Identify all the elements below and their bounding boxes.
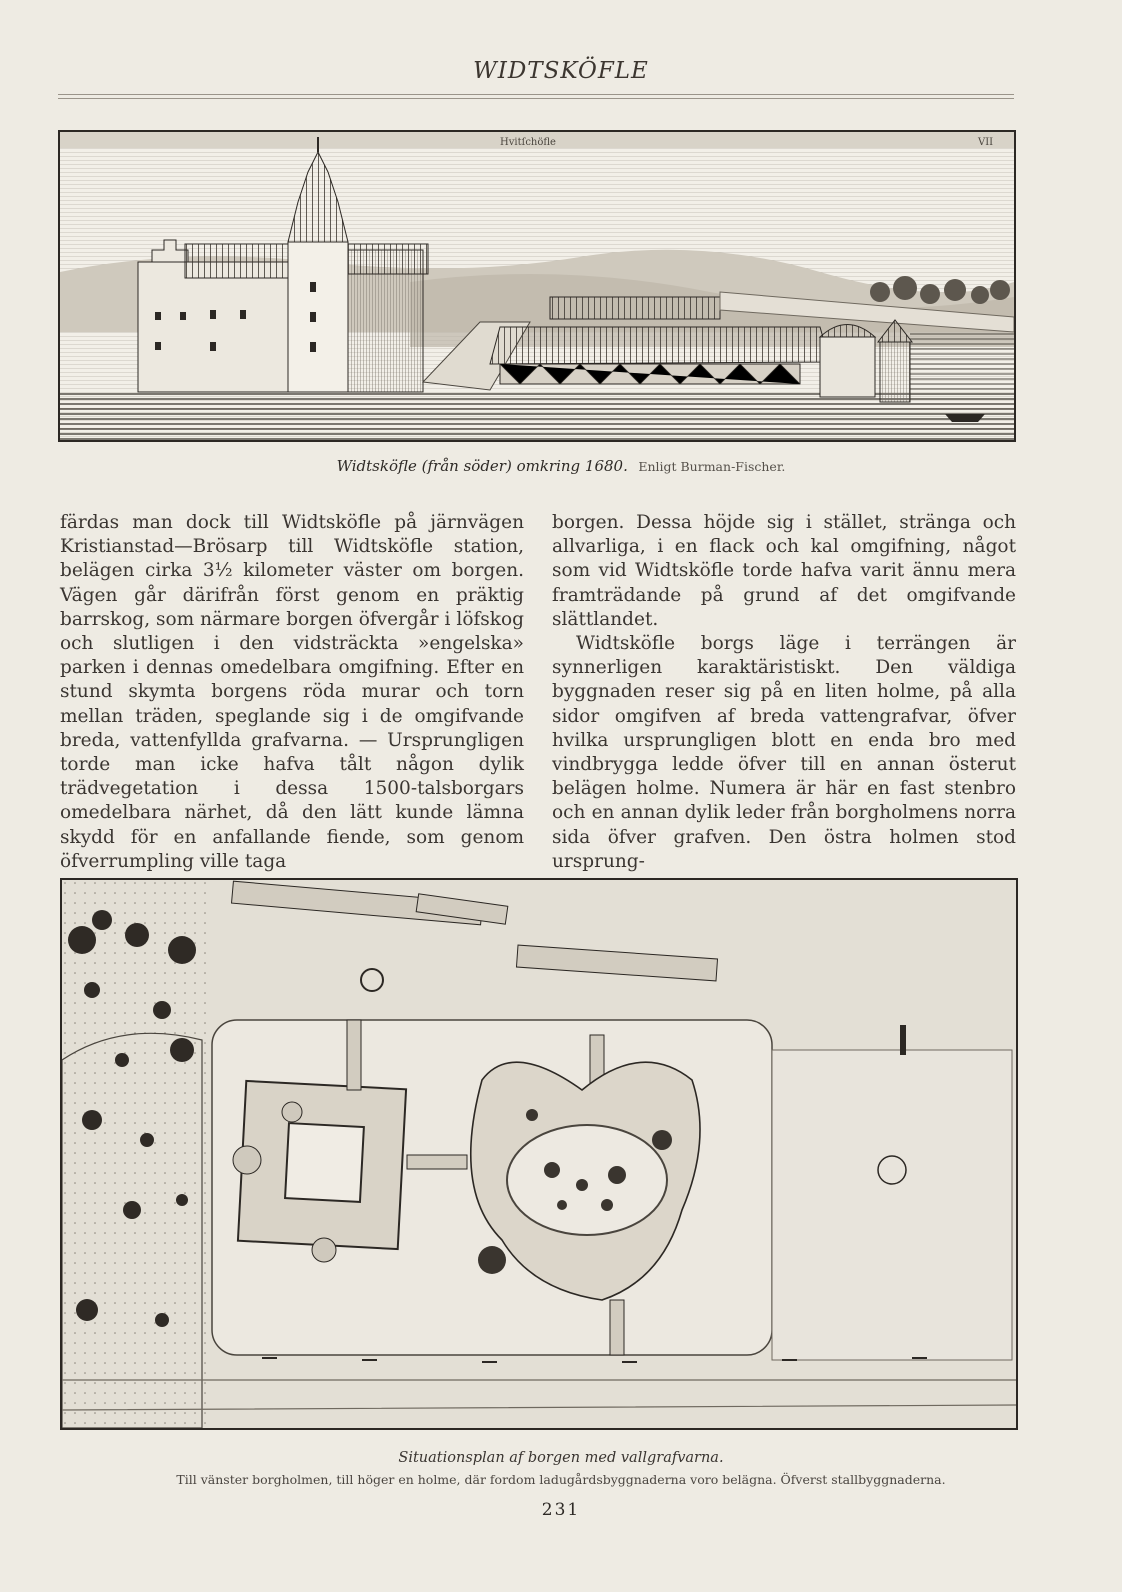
- figure1-caption-credit: Enligt Burman-Fischer.: [638, 459, 786, 474]
- page-number: 231: [541, 1500, 581, 1520]
- figure2-caption-title: Situationsplan af borgen med vallgrafvarna.: [398, 1450, 724, 1466]
- left-column-text: färdas man dock till Widtsköfle på järnvägen Kristianstad—Brösarp till Widtsköfle station, belägen cirka 3½ kilometer väster om borgen. Vägen går därifrån först genom en präktig barrskog, som närmare borgen öfvergår i löfskog och slutligen i den vidsträckta »engelska» parken i dennas omedelbara omgifning. Efter en stund skymta borgens röda murar och torn mellan träden, speglande sig i de omgifvande breda, vattenfyllda grafvarna. — Ursprungligen torde man icke hafva tålt någon dylik trädvegetation i dessa 1500-talsborgars omedelbara närhet, då den lätt kunde lämna skydd för en anfallande fiende, som genom öfverrumpling ville taga: [60, 512, 524, 872]
- plate-number: VII: [978, 137, 994, 148]
- castle-engraving: [58, 130, 1016, 442]
- figure1-caption: [0, 457, 1122, 475]
- right-column-paragraph-1: borgen. Dessa höjde sig i stället, stränga och allvarliga, i en flack och kal omgifning, något som vid Widtsköfle torde hafva varit ännu mera framträdande på grund af det omgifvande slättlandet.: [552, 512, 1016, 630]
- figure1-caption-title: Widtsköfle (från söder) omkring 1680.: [336, 457, 628, 475]
- body-column-right: [552, 511, 1016, 874]
- header-rule-secondary: [58, 98, 1014, 99]
- right-column-paragraph-2: Widtsköfle borgs läge i terrängen är synnerligen karaktäristiskt. Den väldiga byggnaden reser sig på en liten holme, på alla sidor omgifven af breda vattengrafvar, öfver hvilka ursprungligen blott en enda bro med vindbrygga ledde öfver till en annan österut belägen holme. Numera är här en fast stenbro och en annan dylik leder från borgholmens norra sida öfver grafven. Den östra holmen stod ursprung-: [552, 633, 1016, 872]
- site-plan: [60, 878, 1018, 1430]
- running-header: WIDTSKÖFLE: [473, 58, 649, 84]
- engraving-label: Hvitſchöfle: [500, 137, 556, 148]
- site-plan-drawing: [62, 880, 1016, 1428]
- castle-engraving-drawing: [60, 132, 1014, 440]
- figure2-caption-text: Till vänster borgholmen, till höger en holme, där fordom ladugårdsbyggnaderna voro belägna. Öfverst stallbyggnaderna.: [176, 1472, 946, 1487]
- body-column-left: [60, 511, 524, 874]
- header-rule: [58, 94, 1014, 95]
